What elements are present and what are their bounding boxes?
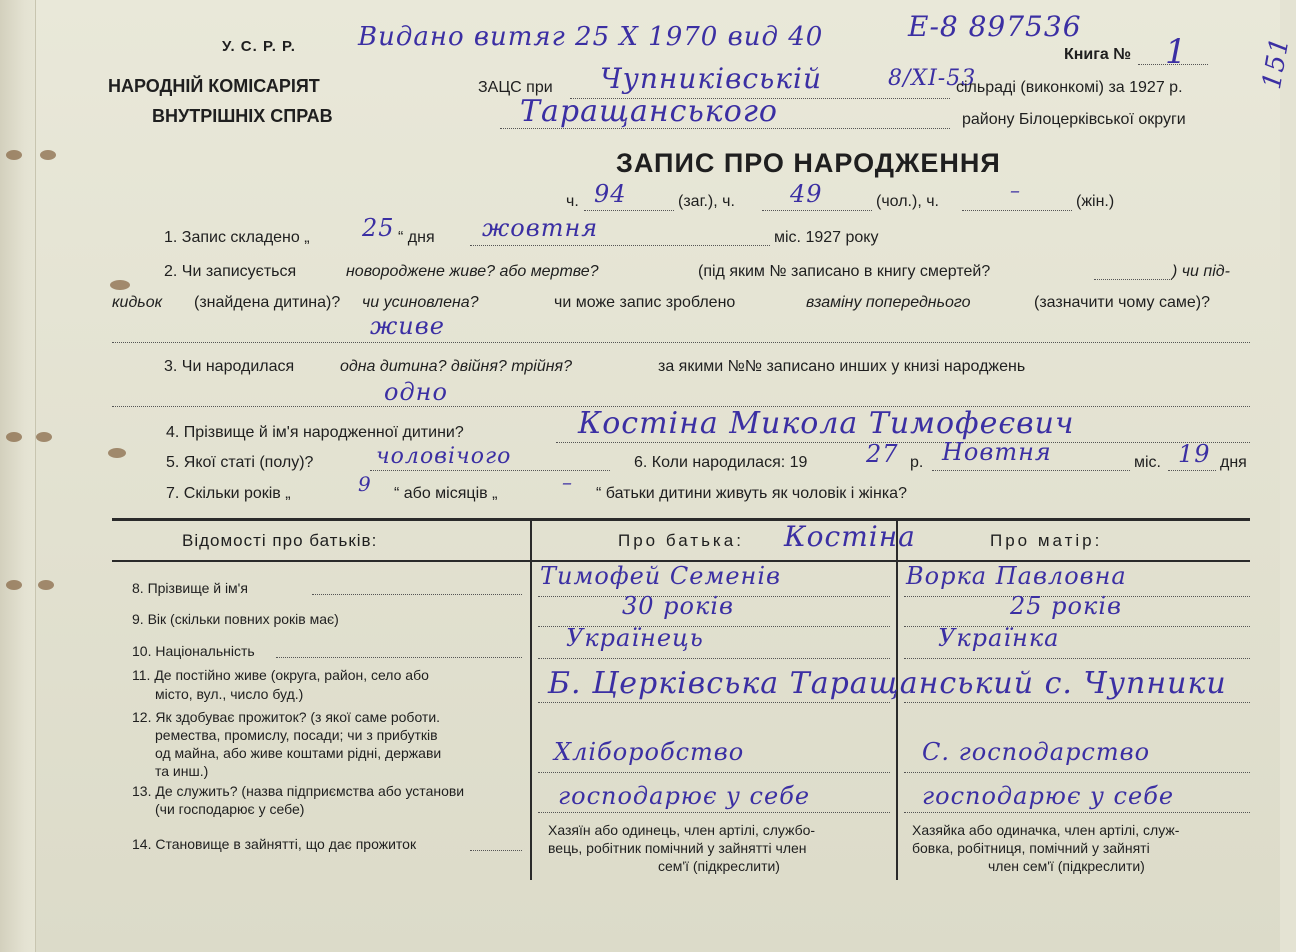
handwritten-months: – bbox=[562, 470, 573, 494]
father-footer-2: вець, робітник помічний у зайнятті член bbox=[548, 840, 807, 856]
table-row-label-cont: та инш.) bbox=[155, 763, 209, 779]
q6-prefix: 6. Коли народилася: 19 bbox=[634, 454, 808, 471]
death-book-line bbox=[1094, 279, 1172, 280]
table-col-divider-1 bbox=[530, 520, 532, 880]
mother-workplace: господарює у себе bbox=[922, 782, 1175, 810]
child-name-line bbox=[556, 442, 1250, 443]
mother-footer-3: член сем'ї (підкреслити) bbox=[988, 858, 1145, 874]
book-label: Книга № bbox=[1064, 46, 1132, 63]
handwritten-month: жовтня bbox=[482, 214, 599, 242]
row-dots bbox=[470, 850, 522, 851]
table-row-label-cont: (чи господарює у себе) bbox=[155, 801, 305, 817]
table-row-label: 10. Національність bbox=[132, 643, 255, 659]
ussr-label: У. С. Р. Р. bbox=[222, 38, 296, 55]
q3-prefix: 3. Чи народилася bbox=[164, 358, 295, 375]
total-count-line bbox=[584, 210, 674, 211]
q3-suffix: за якими №№ записано инших у книзі народжень bbox=[658, 358, 1026, 375]
q2-line2-b: чи може запис зроблено bbox=[554, 294, 736, 311]
mother-name: Ворка Павловна bbox=[906, 562, 1127, 590]
commissariat-line1: НАРОДНІЙ КОМІСАРІЯТ bbox=[108, 76, 320, 96]
commissariat-line2: ВНУТРІШНІХ СПРАВ bbox=[152, 106, 333, 126]
q1-day-label: “ дня bbox=[398, 229, 435, 246]
father-occupation: Хліборобство bbox=[554, 738, 745, 766]
mother-footer-1: Хазяйка або одиначка, член артілі, служ- bbox=[912, 822, 1180, 838]
table-row-label-cont: од майна, або живе коштами рідні, держави bbox=[155, 745, 442, 761]
table-row-label: 13. Де служить? (назва підприємства або установи bbox=[132, 783, 465, 799]
handwritten-years: 9 bbox=[358, 472, 372, 496]
handwritten-date-note: 8/XI-53 bbox=[888, 66, 977, 91]
handwritten-birth-day: 19 bbox=[1178, 440, 1211, 468]
selradi-label: сільраді (виконкомі) за 1927 р. bbox=[956, 79, 1183, 96]
zags-label: ЗАЦС при bbox=[478, 79, 553, 96]
handwritten-margin-number: 151 bbox=[1256, 34, 1296, 92]
handwritten-total: 94 bbox=[594, 180, 627, 208]
zhin-label: (жін.) bbox=[1076, 193, 1115, 210]
q2-italic1: новороджене живе? або мертве? bbox=[346, 263, 599, 280]
handwritten-child-name: Костіна Микола Тимофеєвич bbox=[578, 406, 1075, 441]
q7-mid: “ або місяців „ bbox=[394, 485, 498, 502]
mother-line bbox=[904, 812, 1250, 813]
q2-mid: (під яким № записано в книгу смертей? bbox=[698, 263, 991, 280]
birth-day-line bbox=[1168, 470, 1216, 471]
q7-prefix: 7. Скільки років „ bbox=[166, 485, 291, 502]
zag-label: (заг.), ч. bbox=[678, 193, 735, 210]
q7-suffix: “ батьки дитини живуть як чоловік і жінка? bbox=[596, 485, 907, 502]
q2-prefix: 2. Чи записується bbox=[164, 263, 297, 280]
father-name: Тимофей Семенів bbox=[540, 562, 782, 590]
q2-line2-c: (зазначити чому саме)? bbox=[1034, 294, 1210, 311]
mother-footer-2: бовка, робітниця, помічний у зайняті bbox=[912, 840, 1150, 856]
district-label: району Білоцерківської округи bbox=[962, 111, 1186, 128]
binding-hole bbox=[40, 150, 56, 160]
handwritten-birth-year: 27 bbox=[866, 440, 899, 468]
female-count-line bbox=[962, 210, 1072, 211]
mother-line bbox=[904, 658, 1250, 659]
q3-italic: одна дитина? двійня? трійня? bbox=[340, 358, 572, 375]
mother-nationality: Українка bbox=[938, 624, 1060, 652]
binding-hole bbox=[108, 448, 126, 458]
q4-label: 4. Прізвище й ім'я народженної дитини? bbox=[166, 424, 464, 441]
chol-label: (чол.), ч. bbox=[876, 193, 939, 210]
father-line bbox=[538, 702, 890, 703]
binding-hole bbox=[38, 580, 54, 590]
handwritten-district: Таращанського bbox=[520, 94, 778, 129]
handwritten-village: Чупниківській bbox=[600, 62, 823, 95]
row-dots bbox=[276, 657, 522, 658]
handwritten-male: 49 bbox=[790, 180, 823, 208]
q6-month-label: міс. bbox=[1134, 454, 1161, 471]
handwritten-one: одно bbox=[384, 378, 448, 406]
handwritten-extract-note: Видано витяг 25 X 1970 вид 40 bbox=[358, 22, 824, 52]
q2-foundling: кидьок bbox=[112, 294, 163, 311]
table-row-label: 14. Становище в зайнятті, що дає прожиток bbox=[132, 836, 417, 852]
count-prefix: ч. bbox=[566, 193, 579, 210]
table-row-label-cont: місто, вул., число буд.) bbox=[155, 686, 304, 702]
birth-month-line bbox=[932, 470, 1130, 471]
handwritten-day: 25 bbox=[362, 214, 395, 242]
table-col1-header: Відомості про батьків: bbox=[182, 531, 378, 550]
handwritten-serial-number: Е-8 897536 bbox=[908, 10, 1082, 43]
table-row-label: 9. Вік (скільки повних років має) bbox=[132, 611, 339, 627]
table-row-label: 11. Де постійно живе (округа, район, село або bbox=[132, 667, 429, 683]
table-col3-header: Про матір: bbox=[990, 531, 1103, 550]
binding-hole bbox=[110, 280, 130, 290]
binding-hole bbox=[6, 432, 22, 442]
handwritten-column-note: Костіна bbox=[784, 520, 916, 553]
q2-end: ) чи під- bbox=[1172, 263, 1230, 280]
father-line bbox=[538, 812, 890, 813]
sex-line bbox=[370, 470, 610, 471]
mother-age: 25 років bbox=[1010, 592, 1122, 620]
q6-day-label: дня bbox=[1220, 454, 1247, 471]
q2-replacement: взаміну попереднього bbox=[806, 294, 971, 311]
answer-line-2 bbox=[112, 342, 1250, 343]
q5-label: 5. Якої статі (полу)? bbox=[166, 454, 314, 471]
father-nationality: Українець bbox=[566, 624, 704, 652]
row-dots bbox=[312, 594, 522, 595]
q1-suffix: міс. 1927 року bbox=[774, 229, 879, 246]
month-line bbox=[470, 245, 770, 246]
handwritten-birth-month: Новтня bbox=[942, 438, 1052, 466]
handwritten-sex: чоловічого bbox=[376, 444, 512, 469]
residence: Б. Церківська Таращанський с. Чупники bbox=[548, 666, 1227, 701]
father-workplace: господарює у себе bbox=[558, 782, 811, 810]
binding-hole bbox=[6, 150, 22, 160]
table-col2-header: Про батька: bbox=[618, 531, 744, 550]
father-age: 30 років bbox=[622, 592, 734, 620]
mother-line bbox=[904, 772, 1250, 773]
table-top-rule bbox=[112, 518, 1250, 521]
binding-hole bbox=[36, 432, 52, 442]
table-row-label-cont: ремества, промислу, посади; чи з прибутків bbox=[155, 727, 438, 743]
q2-line2-a: (знайдена дитина)? bbox=[194, 294, 341, 311]
father-line bbox=[538, 658, 890, 659]
binding-edge bbox=[0, 0, 36, 952]
mother-line bbox=[904, 702, 1250, 703]
handwritten-book-number: 1 bbox=[1165, 32, 1188, 72]
document-title: ЗАПИС ПРО НАРОДЖЕННЯ bbox=[616, 148, 1001, 178]
q6-year-suffix: р. bbox=[910, 454, 924, 471]
q1-prefix: 1. Запис складено „ bbox=[164, 229, 310, 246]
mother-occupation: С. господарство bbox=[922, 738, 1151, 766]
table-row-label: 8. Прізвище й ім'я bbox=[132, 580, 248, 596]
handwritten-female: – bbox=[1010, 178, 1021, 202]
father-footer-1: Хазяїн або одинець, член артілі, службо- bbox=[548, 822, 816, 838]
table-row-label: 12. Як здобуває прожиток? (з якої саме роботи. bbox=[132, 709, 441, 725]
male-count-line bbox=[762, 210, 872, 211]
q2-adopted: чи усиновлена? bbox=[362, 294, 479, 311]
handwritten-alive: живе bbox=[370, 312, 445, 340]
binding-hole bbox=[6, 580, 22, 590]
father-footer-3: сем'ї (підкреслити) bbox=[658, 858, 780, 874]
father-line bbox=[538, 772, 890, 773]
